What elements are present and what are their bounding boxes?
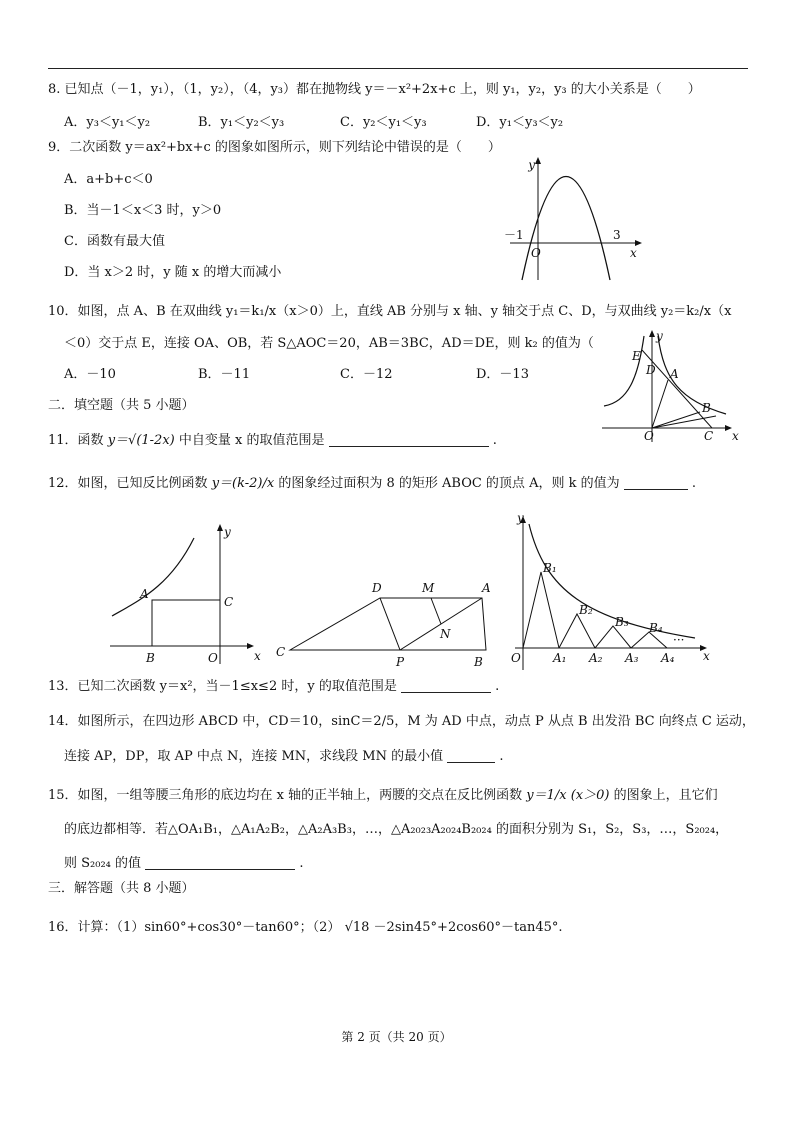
q15-answer-blank[interactable] [145, 855, 295, 870]
q14-quadrilateral-abcd [290, 598, 486, 650]
q12-formula: y＝(k-2)/x [211, 476, 275, 491]
q15-triangle-3 [595, 626, 631, 648]
q12-answer-blank[interactable] [624, 475, 688, 490]
q15-triangle-1 [523, 572, 559, 648]
q15-point-b3: B₃ [615, 615, 629, 629]
q10-option-c: C．－12 [340, 367, 393, 382]
q8-option-d: D．y₁＜y₃＜y₂ [476, 115, 564, 130]
q13-answer-blank[interactable] [401, 678, 491, 693]
q10-option-d: D．－13 [476, 367, 529, 382]
q15-formula: y＝1/x (x＞0) [526, 788, 610, 803]
q15-line1-text: 15．如图，一组等腰三角形的底边均在 x 轴的正半轴上，两腰的交点在反比例函数 [48, 788, 523, 803]
q14-end: . [499, 749, 504, 764]
q15-end: . [299, 856, 304, 871]
q12-prefix: 12．如图，已知反比例函数 [48, 476, 208, 491]
q12-point-c: C [224, 595, 234, 609]
q13-end: . [495, 679, 500, 694]
q16-rest: －2sin45°+2cos60°－tan45°. [373, 920, 563, 935]
q14-line1: 14．如图所示，在四边形 ABCD 中，CD＝10，sinC＝2/5，M 为 AD 中点，动点 P 从点 B 出发沿 BC 向终点 C 运动， [48, 714, 755, 729]
q14-point-d: D [372, 581, 382, 595]
q12-point-a: A [140, 587, 149, 601]
q13-line [48, 678, 499, 695]
q15-line1-end: 的图象上，且它们 [613, 788, 718, 803]
q14-point-b: B [474, 655, 483, 669]
q15-point-b2: B₂ [579, 603, 593, 617]
q10-point-o: O [644, 429, 654, 443]
q12-end: . [691, 476, 697, 491]
q15-point-a1: A₁ [553, 651, 567, 665]
q15-triangles-figure [505, 510, 725, 672]
q12-rectangle-aboc [152, 600, 220, 646]
q10-point-c: C [704, 429, 714, 443]
q10-x-label: x [732, 429, 739, 443]
q10-segment-oa [652, 380, 668, 428]
q15-point-b4: B₄ [649, 621, 663, 635]
q9-y-label: y [528, 158, 535, 172]
q12-point-b: B [146, 651, 155, 665]
q9-option-c: C．函数有最大值 [64, 234, 165, 249]
q9-option-a: A．a+b+c＜0 [64, 172, 153, 187]
q9-right-root-label: 3 [613, 228, 621, 242]
q15-x-label: x [703, 649, 710, 663]
q12-hyperbola [112, 538, 194, 616]
section2-heading: 二．填空题（共 5 小题） [48, 398, 195, 413]
q14-quadrilateral-figure [272, 578, 502, 670]
q12-suffix: 的图象经过面积为 8 的矩形 ABOC 的顶点 A，则 k 的值为 [278, 476, 620, 491]
q10-point-a: A [670, 367, 679, 381]
q9-option-b: B．当－1＜x＜3 时，y＞0 [64, 203, 222, 218]
q12-x-arrow [247, 643, 254, 649]
q12-line [48, 475, 696, 492]
q14-line2-text: 连接 AP，DP，取 AP 中点 N，连接 MN，求线段 MN 的最小值 [64, 749, 444, 764]
q15-line2: 的底边都相等．若△OA₁B₁，△A₁A₂B₂，△A₂A₃B₃，…，△A₂₀₂₃A₂₀₂₄B₂₀₂₄ 的面积分别为 S₁，S₂，S₃，…，S₂₀₂₄， [64, 822, 729, 837]
q15-point-a4: A₄ [661, 651, 675, 665]
q16-radical: √18 [344, 920, 370, 935]
q14-line2 [64, 748, 504, 765]
q10-option-b: B．－11 [198, 367, 251, 382]
q14-answer-blank[interactable] [447, 748, 495, 763]
q16-text: 16．计算：（1）sin60°+cos30°－tan60°；（2） [48, 920, 341, 935]
q11-end: . [492, 433, 497, 448]
q14-point-p: P [396, 655, 405, 669]
q10-point-b: B [702, 401, 711, 415]
q10-x-arrow [725, 425, 732, 431]
q14-point-n: N [440, 627, 451, 641]
q14-segment-dp [380, 598, 400, 650]
q15-triangle-2 [559, 614, 595, 648]
q10-line2: ＜0）交于点 E，连接 OA、OB，若 S△AOC＝20，AB＝3BC，AD＝DE，则 k₂ 的值为（ [64, 336, 594, 351]
q15-line3 [64, 855, 303, 872]
q10-right-branch [658, 336, 726, 414]
q9-option-d: D．当 x＞2 时，y 随 x 的增大而减小 [64, 265, 282, 280]
q15-line3-text: 则 S₂₀₂₄ 的值 [64, 856, 142, 871]
q11-suffix: 中自变量 x 的取值范围是 [178, 433, 325, 448]
q8-option-c: C．y₂＜y₁＜y₃ [340, 115, 427, 130]
q12-rectangle-figure [100, 520, 270, 668]
q12-y-label: y [224, 525, 231, 539]
header-rule [48, 68, 748, 69]
q9-stem: 9．二次函数 y＝ax²+bx+c 的图象如图所示，则下列结论中错误的是（ ） [48, 140, 501, 155]
q10-point-e: E [632, 349, 641, 363]
q13-text: 13．已知二次函数 y＝x²，当－1≤x≤2 时，y 的取值范围是 [48, 679, 397, 694]
q15-line1 [48, 788, 718, 804]
q15-ellipsis: ··· [673, 633, 685, 647]
q14-point-c: C [276, 645, 286, 659]
q10-option-a: A．－10 [64, 367, 116, 382]
q10-hyperbola-figure [598, 328, 748, 446]
q15-point-b1: B₁ [543, 561, 557, 575]
q9-left-root-label: －1 [504, 228, 524, 242]
q15-point-o: O [511, 651, 521, 665]
q14-point-m: M [422, 581, 435, 595]
q10-point-d: D [646, 363, 656, 377]
q11-prefix: 11．函数 [48, 433, 104, 448]
section3-heading: 三．解答题（共 8 小题） [48, 881, 195, 896]
q15-point-a2: A₂ [589, 651, 603, 665]
page-footer: 第 2 页（共 20 页） [341, 1030, 452, 1044]
q14-segment-mn [431, 598, 441, 624]
q10-y-label: y [656, 329, 663, 343]
q14-point-a: A [482, 581, 491, 595]
q12-x-label: x [254, 649, 261, 663]
q11-formula: y＝√(1-2x) [107, 433, 175, 448]
q9-x-label: x [630, 246, 637, 260]
q12-y-arrow [217, 524, 223, 531]
q15-hyperbola [529, 524, 695, 638]
q16-line [48, 920, 563, 936]
q9-origin-label: O [531, 246, 541, 260]
q12-point-o: O [208, 651, 218, 665]
q10-left-branch [604, 336, 644, 406]
q15-y-label: y [517, 511, 524, 525]
q10-line1: 10．如图，点 A、B 在双曲线 y₁＝k₁/x（x＞0）上，直线 AB 分别与 x 轴、y 轴交于点 C、D，与双曲线 y₂＝k₂/x（x [48, 304, 732, 319]
q8-option-a: A．y₃＜y₁＜y₂ [64, 115, 151, 130]
q15-point-a3: A₃ [625, 651, 639, 665]
q9-parabola [522, 177, 610, 281]
q9-y-arrow [535, 157, 541, 164]
q8-stem: 8. 已知点（－1，y₁），（1，y₂），（4，y₃）都在抛物线 y＝－x²+2x+c 上，则 y₁，y₂，y₃ 的大小关系是（ ） [48, 82, 701, 97]
q8-option-b: B．y₁＜y₂＜y₃ [198, 115, 285, 130]
q11-line [48, 432, 497, 449]
q10-y-arrow [649, 330, 655, 337]
q9-parabola-figure [500, 155, 650, 285]
q11-answer-blank[interactable] [329, 432, 489, 447]
